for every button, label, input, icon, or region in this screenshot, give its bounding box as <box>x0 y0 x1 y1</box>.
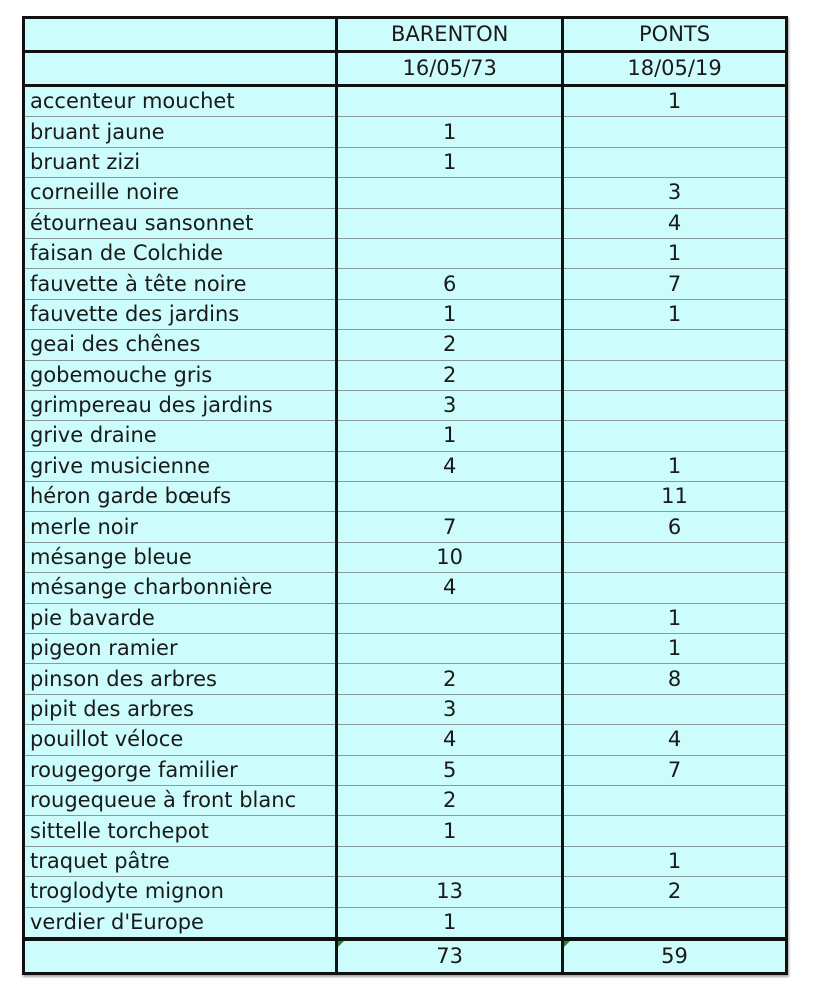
table-row <box>24 542 787 572</box>
total-barenton-value: 73 <box>436 943 464 968</box>
table-row <box>24 330 787 360</box>
species-cell[interactable]: héron garde bœufs <box>24 482 337 512</box>
ponts-count-cell[interactable]: 2 <box>563 877 787 907</box>
barenton-count-cell[interactable]: 7 <box>337 512 563 542</box>
table-row <box>24 147 787 177</box>
species-cell[interactable]: sittelle torchepot <box>24 816 337 846</box>
totals-label-cell[interactable] <box>24 939 337 974</box>
barenton-count-cell[interactable] <box>337 846 563 876</box>
species-cell[interactable]: pouillot véloce <box>24 725 337 755</box>
ponts-count-cell[interactable]: 1 <box>563 451 787 481</box>
ponts-count-cell[interactable]: 6 <box>563 512 787 542</box>
table-row <box>24 634 787 664</box>
ponts-count-cell[interactable]: 4 <box>563 725 787 755</box>
table-row <box>24 482 787 512</box>
ponts-count-cell[interactable] <box>563 330 787 360</box>
species-cell[interactable]: mésange charbonnière <box>24 573 337 603</box>
table-row <box>24 877 787 907</box>
barenton-count-cell[interactable]: 2 <box>337 330 563 360</box>
species-cell[interactable]: merle noir <box>24 512 337 542</box>
ponts-count-cell[interactable] <box>563 694 787 724</box>
table-row <box>24 603 787 633</box>
ponts-count-cell[interactable]: 1 <box>563 846 787 876</box>
ponts-count-cell[interactable] <box>563 360 787 390</box>
table-row <box>24 451 787 481</box>
ponts-count-cell[interactable]: 1 <box>563 299 787 329</box>
barenton-count-cell[interactable]: 13 <box>337 877 563 907</box>
species-cell[interactable]: accenteur mouchet <box>24 86 337 117</box>
date-barenton[interactable]: 16/05/73 <box>337 52 563 86</box>
species-cell[interactable]: grive musicienne <box>24 451 337 481</box>
barenton-count-cell[interactable]: 1 <box>337 117 563 147</box>
barenton-count-cell[interactable]: 1 <box>337 299 563 329</box>
species-cell[interactable]: troglodyte mignon <box>24 877 337 907</box>
table-row <box>24 694 787 724</box>
table-row <box>24 573 787 603</box>
ponts-count-cell[interactable]: 8 <box>563 664 787 694</box>
total-ponts-value: 59 <box>661 943 688 968</box>
species-cell[interactable]: bruant zizi <box>24 147 337 177</box>
barenton-count-cell[interactable] <box>337 634 563 664</box>
barenton-count-cell[interactable]: 4 <box>337 451 563 481</box>
species-cell[interactable]: pipit des arbres <box>24 694 337 724</box>
total-barenton[interactable] <box>337 939 563 974</box>
species-cell[interactable]: geai des chênes <box>24 330 337 360</box>
ponts-count-cell[interactable] <box>563 542 787 572</box>
barenton-count-cell[interactable]: 5 <box>337 755 563 785</box>
ponts-count-cell[interactable]: 4 <box>563 208 787 238</box>
ponts-count-cell[interactable]: 7 <box>563 755 787 785</box>
species-cell[interactable]: mésange bleue <box>24 542 337 572</box>
barenton-count-cell[interactable]: 2 <box>337 664 563 694</box>
table-row <box>24 755 787 785</box>
species-cell[interactable]: traquet pâtre <box>24 846 337 876</box>
species-cell[interactable]: rougequeue à front blanc <box>24 785 337 815</box>
ponts-count-cell[interactable] <box>563 421 787 451</box>
ponts-count-cell[interactable]: 11 <box>563 482 787 512</box>
species-cell[interactable]: fauvette à tête noire <box>24 269 337 299</box>
table-row <box>24 725 787 755</box>
table-row <box>24 390 787 420</box>
table-row <box>24 238 787 268</box>
ponts-count-cell[interactable]: 7 <box>563 269 787 299</box>
ponts-count-cell[interactable]: 1 <box>563 86 787 117</box>
species-cell[interactable]: grive draine <box>24 421 337 451</box>
ponts-count-cell[interactable] <box>563 147 787 177</box>
species-cell[interactable]: pie bavarde <box>24 603 337 633</box>
species-cell[interactable]: rougegorge familier <box>24 755 337 785</box>
table-row <box>24 360 787 390</box>
barenton-count-cell[interactable]: 3 <box>337 694 563 724</box>
formula-warning-icon <box>338 941 344 947</box>
ponts-count-cell[interactable] <box>563 117 787 147</box>
header-blank-cell[interactable] <box>24 18 337 52</box>
barenton-count-cell[interactable] <box>337 208 563 238</box>
barenton-count-cell[interactable]: 4 <box>337 573 563 603</box>
ponts-count-cell[interactable]: 1 <box>563 634 787 664</box>
table-row <box>24 117 787 147</box>
table-row <box>24 816 787 846</box>
barenton-count-cell[interactable]: 1 <box>337 907 563 939</box>
barenton-count-cell[interactable]: 4 <box>337 725 563 755</box>
table-row <box>24 86 787 117</box>
table-row <box>24 907 787 939</box>
barenton-count-cell[interactable]: 1 <box>337 816 563 846</box>
ponts-count-cell[interactable] <box>563 573 787 603</box>
barenton-count-cell[interactable]: 3 <box>337 390 563 420</box>
ponts-count-cell[interactable] <box>563 785 787 815</box>
ponts-count-cell[interactable] <box>563 907 787 939</box>
table-row <box>24 785 787 815</box>
species-cell[interactable]: étourneau sansonnet <box>24 208 337 238</box>
ponts-count-cell[interactable] <box>563 816 787 846</box>
table-row <box>24 512 787 542</box>
table-row <box>24 178 787 208</box>
species-cell[interactable]: pigeon ramier <box>24 634 337 664</box>
table-row <box>24 269 787 299</box>
barenton-count-cell[interactable]: 1 <box>337 147 563 177</box>
date-ponts[interactable]: 18/05/19 <box>563 52 787 86</box>
ponts-count-cell[interactable]: 1 <box>563 603 787 633</box>
species-cell[interactable]: bruant jaune <box>24 117 337 147</box>
species-cell[interactable]: pinson des arbres <box>24 664 337 694</box>
ponts-count-cell[interactable] <box>563 390 787 420</box>
table-row <box>24 299 787 329</box>
total-ponts[interactable] <box>563 939 787 974</box>
header-ponts[interactable]: PONTS <box>563 18 787 52</box>
species-cell[interactable]: fauvette des jardins <box>24 299 337 329</box>
ponts-count-cell[interactable]: 3 <box>563 178 787 208</box>
date-blank-cell[interactable] <box>24 52 337 86</box>
barenton-count-cell[interactable] <box>337 482 563 512</box>
header-barenton[interactable]: BARENTON <box>337 18 563 52</box>
ponts-count-cell[interactable]: 1 <box>563 238 787 268</box>
barenton-count-cell[interactable]: 2 <box>337 785 563 815</box>
barenton-count-cell[interactable]: 1 <box>337 421 563 451</box>
barenton-count-cell[interactable]: 6 <box>337 269 563 299</box>
table-row <box>24 208 787 238</box>
table-row <box>24 846 787 876</box>
header-row-site <box>24 18 787 52</box>
bird-count-table <box>22 16 788 975</box>
species-cell[interactable]: gobemouche gris <box>24 360 337 390</box>
species-cell[interactable]: verdier d'Europe <box>24 907 337 939</box>
totals-row <box>24 939 787 974</box>
table-row <box>24 421 787 451</box>
barenton-count-cell[interactable] <box>337 178 563 208</box>
formula-warning-icon <box>564 941 570 947</box>
barenton-count-cell[interactable] <box>337 86 563 117</box>
species-cell[interactable]: grimpereau des jardins <box>24 390 337 420</box>
species-cell[interactable]: corneille noire <box>24 178 337 208</box>
table-row <box>24 664 787 694</box>
header-row-date <box>24 52 787 86</box>
barenton-count-cell[interactable]: 2 <box>337 360 563 390</box>
species-cell[interactable]: faisan de Colchide <box>24 238 337 268</box>
barenton-count-cell[interactable] <box>337 603 563 633</box>
barenton-count-cell[interactable]: 10 <box>337 542 563 572</box>
barenton-count-cell[interactable] <box>337 238 563 268</box>
